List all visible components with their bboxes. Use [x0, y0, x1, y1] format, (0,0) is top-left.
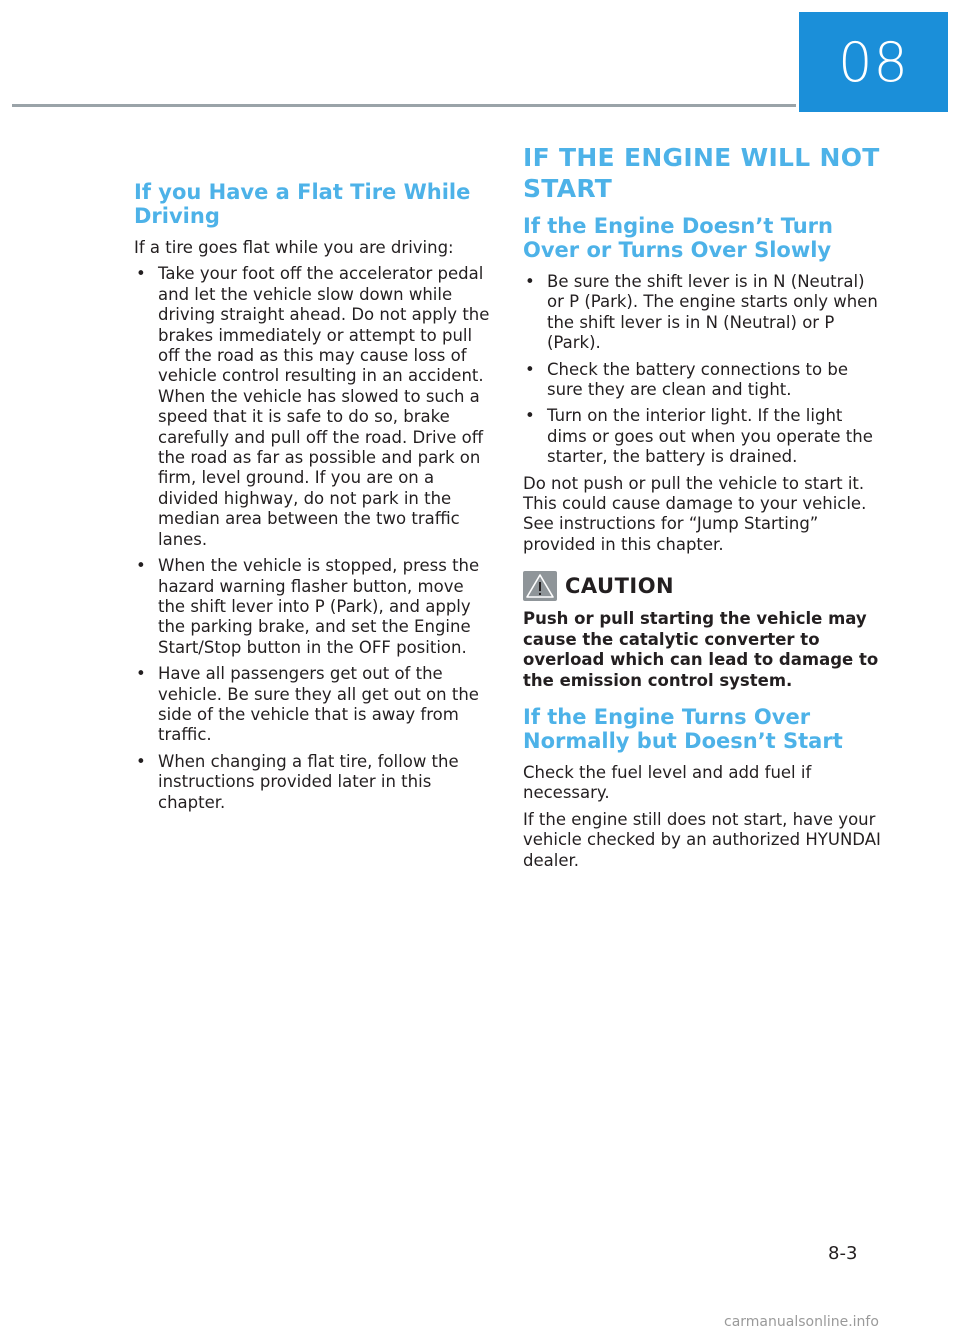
caution-text: Push or pull starting the vehicle may cause the catalytic converter to overload which can lead to damage to the emission control system. [523, 609, 879, 690]
chapter-tab: 08 [799, 12, 948, 112]
list-item: • Be sure the shift lever is in N (Neutral) or P (Park). The engine starts only when the shift lever is in N (Neutral) or P (Park). [525, 272, 878, 353]
flat-tire-heading: If you Have a Flat Tire While Driving [134, 180, 471, 228]
turns-over-normally-heading: If the Engine Turns Over Normally but Doesn’t Start [523, 704, 843, 753]
flat-tire-list [134, 264, 494, 813]
flat-tire-intro: If a tire goes flat while you are driving: [134, 238, 454, 257]
caution-header [523, 571, 883, 601]
list-item: • When changing a flat tire, follow the instructions provided later in this chapter. [136, 751, 459, 812]
page-number: 8-3 [828, 1243, 858, 1264]
list-item: • Have all passengers get out of the vehicle. Be sure they all get out on the side of the vehicle that is away from traffic. [136, 664, 479, 745]
warning-triangle-icon [523, 571, 557, 601]
push-pull-paragraph: Do not push or pull the vehicle to start it. This could cause damage to your vehicle. See instructions for “Jump Starting” provided in this chapter. [523, 473, 867, 554]
doesnt-turn-over-heading: If the Engine Doesn’t Turn Over or Turns Over Slowly [523, 214, 833, 262]
list-item: • Turn on the interior light. If the light dims or goes out when you operate the starter, the battery is drained. [525, 406, 873, 467]
dealer-paragraph: If the engine still does not start, have your vehicle checked by an authorized HYUNDAI dealer. [523, 809, 881, 870]
list-item: • Check the battery connections to be sure they are clean and tight. [525, 359, 848, 400]
turn-over-list [523, 272, 883, 468]
header-rule [12, 104, 796, 107]
right-column [523, 142, 883, 877]
left-column [134, 180, 494, 819]
list-item: • Take your foot off the accelerator pedal and let the vehicle slow down while driving straight ahead. Do not apply the brakes immediately or attempt to pull off the road as this may cause loss of vehicle control resulting in an accident. When the vehicle has slowed to such a speed that it is safe to do so, brake carefully and pull off the road. Drive off the road as far as possible and park on firm, level ground. If you are on a divided highway, do not park in the median area between the two traffic lanes. [136, 264, 490, 549]
fuel-level-paragraph: Check the fuel level and add fuel if necessary. [523, 762, 812, 803]
caution-title: CAUTION [565, 574, 675, 599]
list-item: • When the vehicle is stopped, press the hazard warning flasher button, move the shift lever into P (Park), and apply the parking brake, and set the Engine Start/Stop button in the OFF position. [136, 556, 480, 657]
watermark: carmanualsonline.info [724, 1314, 879, 1330]
engine-section-title: IF THE ENGINE WILL NOT START [523, 143, 880, 203]
